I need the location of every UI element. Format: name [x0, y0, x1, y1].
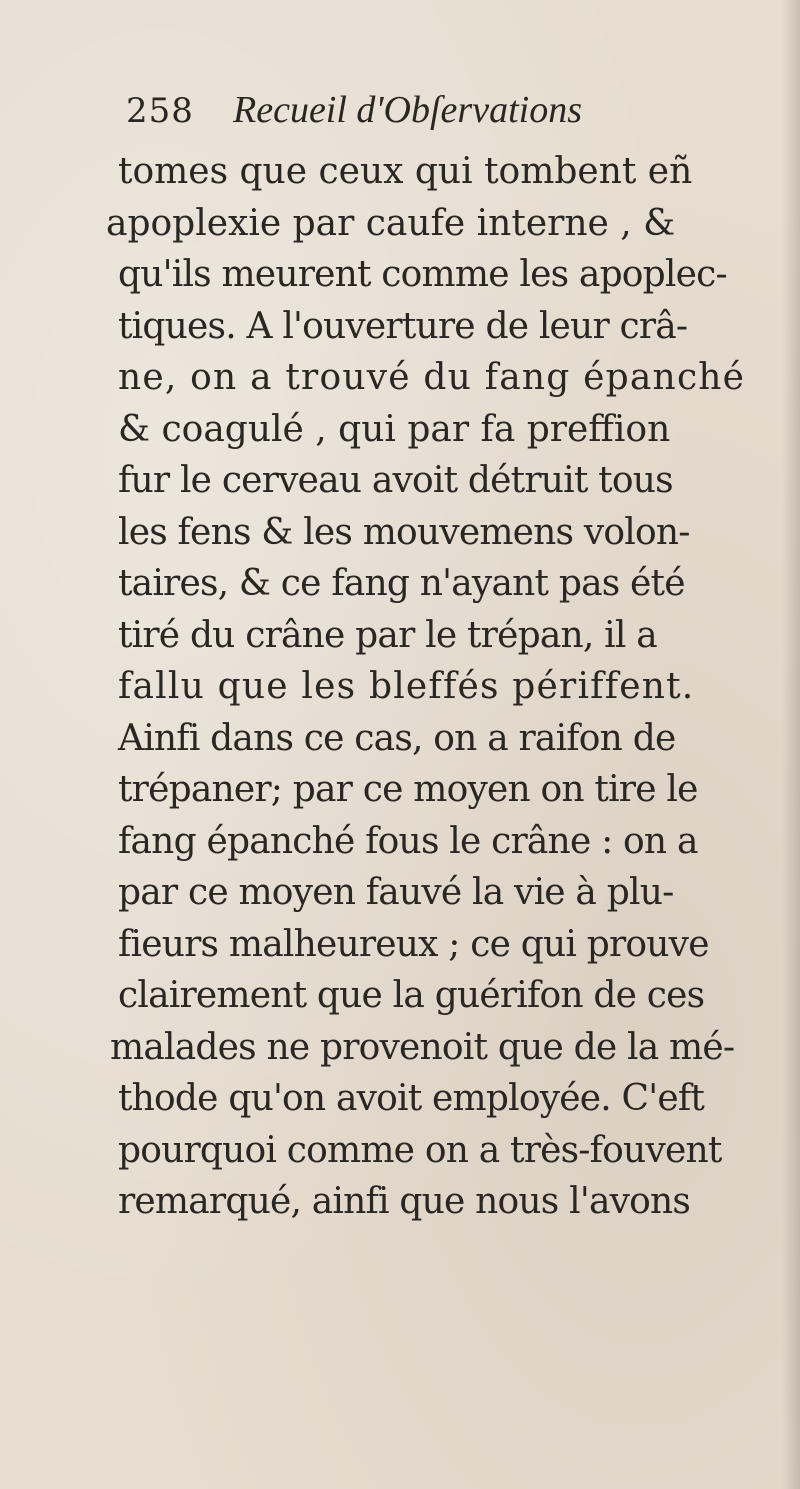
text-line: pourquoi comme on a très-fouvent	[118, 1129, 722, 1171]
text-line: taires, & ce fang n'ayant pas été	[118, 563, 685, 604]
text-line: tiques. A l'ouverture de leur crâ-	[118, 305, 688, 347]
text-line: fang épanché fous le crâne : on a	[118, 820, 698, 862]
text-line: malades ne provenoit que de la mé-	[110, 1026, 735, 1068]
text-line: fieurs malheureux ; ce qui prouve	[118, 923, 709, 965]
text-line: tiré du crâne par le trépan, il a	[118, 614, 657, 656]
running-header	[126, 88, 686, 140]
text-line: qu'ils meurent comme les apoplec-	[118, 254, 727, 295]
text-line: Ainfi dans ce cas, on a raifon de	[118, 717, 676, 759]
text-line: thode qu'on avoit employée. C'eft	[118, 1078, 705, 1119]
running-title: Recueil d'Obſervations	[233, 89, 582, 131]
text-line: clairement que la guérifon de ces	[118, 975, 705, 1016]
text-line: fur le cerveau avoit détruit tous	[118, 460, 673, 501]
text-line: & coagulé , qui par fa preffion	[118, 408, 671, 450]
body-text	[106, 146, 796, 1228]
text-line: fallu que les bleffés périffent.	[118, 666, 695, 707]
text-line: remarqué, ainfi que nous l'avons	[118, 1181, 691, 1222]
text-line: apoplexie par caufe interne , &	[106, 202, 676, 244]
text-line: ne, on a trouvé du fang épanché	[118, 357, 746, 398]
page-number: 258	[126, 91, 194, 131]
text-line: trépaner; par ce moyen on tire le	[118, 769, 698, 810]
text-line: par ce moyen fauvé la vie à plu-	[118, 872, 674, 913]
text-line: tomes que ceux qui tombent eñ	[118, 151, 693, 192]
text-line: les fens & les mouvemens volon-	[118, 511, 690, 553]
